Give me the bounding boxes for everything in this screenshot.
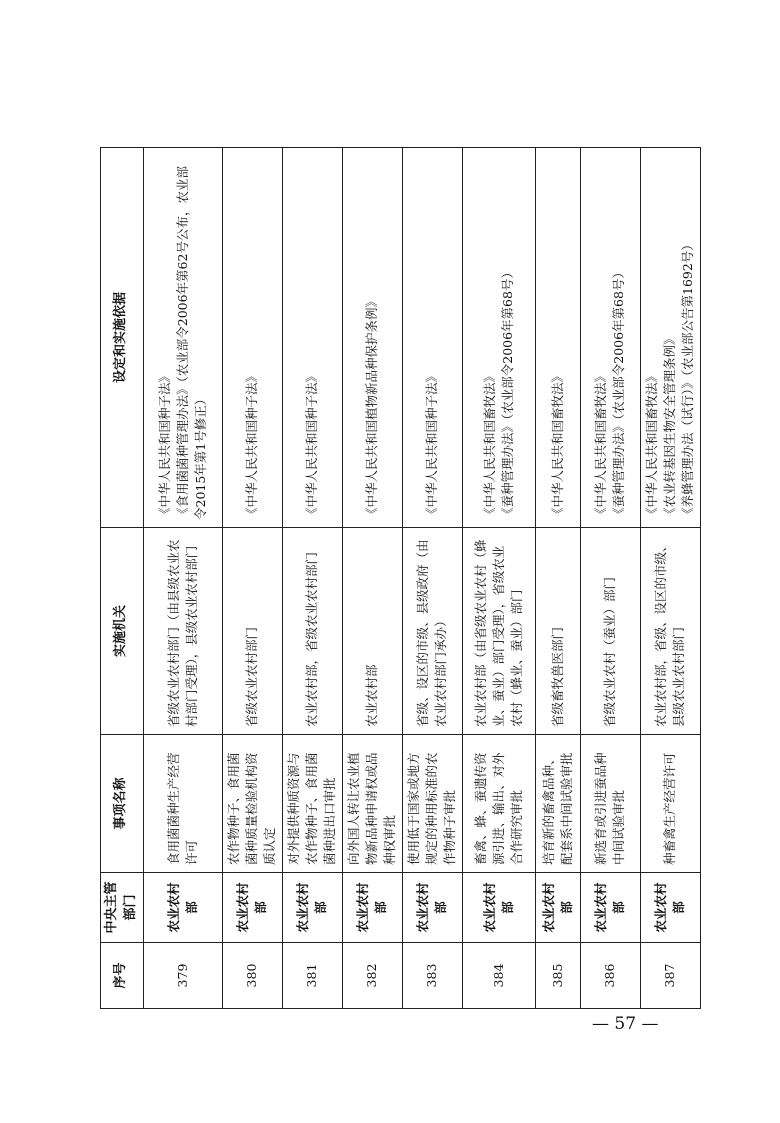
basis-cell	[462, 148, 535, 528]
basis-line: 《中华人民共和国畜牧法》	[644, 369, 659, 520]
basis-line: 《蚕种管理办法》（农业部令2006年第68号）	[499, 266, 515, 520]
agency-cell: 农业农村部（由省级农业农村（蜂业、蚕业）部门受理），省级农业农村（蜂业、蚕业）部门	[462, 528, 535, 735]
agency-cell: 农业农村部，省级农业农村部门	[282, 528, 342, 735]
row-number-cell: 385	[535, 943, 580, 1009]
department-cell: 农业农村部	[143, 873, 222, 943]
basis-cell	[640, 148, 700, 528]
department-cell: 农业农村部	[222, 873, 282, 943]
item-name-cell: 食用菌菌种生产经营许可	[143, 735, 222, 873]
row-number-cell: 386	[580, 943, 640, 1009]
department-cell: 农业农村部	[462, 873, 535, 943]
rotated-table-container	[100, 148, 696, 1009]
basis-cell	[222, 148, 282, 528]
department-cell: 农业农村部	[580, 873, 640, 943]
table-header-row	[101, 148, 144, 1009]
item-name-cell: 向外国人转让农业植物新品种申请权或品种权审批	[342, 735, 402, 873]
department-cell: 农业农村部	[282, 873, 342, 943]
department-cell: 农业农村部	[535, 873, 580, 943]
header-item: 事项名称	[101, 735, 144, 873]
header-no: 序号	[101, 943, 144, 1009]
row-number-cell: 387	[640, 943, 700, 1009]
table-body	[143, 148, 700, 1009]
agency-cell: 省级农业农村部门	[222, 528, 282, 735]
table-row	[535, 148, 580, 1009]
basis-line: 《中华人民共和国畜牧法》	[593, 369, 609, 520]
agency-cell: 省级农业农村（蚕业）部门	[580, 528, 640, 735]
department-cell: 农业农村部	[402, 873, 462, 943]
table-row	[402, 148, 462, 1009]
item-name-cell: 培育新的畜禽品种、配套系中间试验审批	[535, 735, 580, 873]
basis-line: 《中华人民共和国种子法》	[244, 369, 260, 520]
item-name-cell: 种畜禽生产经营许可	[640, 735, 700, 873]
item-name-cell: 新选育或引进蚕品种中间试验审批	[580, 735, 640, 873]
basis-line: 《中华人民共和国种子法》	[156, 369, 172, 520]
item-name-cell: 使用低于国家或地方规定的种用标准的农作物种子审批	[402, 735, 462, 873]
basis-line: 《中华人民共和国种子法》	[424, 369, 440, 520]
row-number-cell: 384	[462, 943, 535, 1009]
table-row	[580, 148, 640, 1009]
agency-cell: 省级农业农村部门（由县级农业农村部门受理），县级农业农村部门	[143, 528, 222, 735]
table-row	[342, 148, 402, 1009]
table-row	[640, 148, 700, 1009]
row-number-cell: 383	[402, 943, 462, 1009]
basis-cell	[402, 148, 462, 528]
basis-line: 《农业转基因生物安全管理条例》	[662, 332, 678, 520]
table-row	[222, 148, 282, 1009]
basis-cell	[282, 148, 342, 528]
basis-cell	[143, 148, 222, 528]
approval-items-table	[100, 147, 701, 1009]
department-cell: 农业农村部	[342, 873, 402, 943]
basis-line: 《中华人民共和国畜牧法》	[549, 369, 565, 520]
table-row	[143, 148, 222, 1009]
basis-cell	[342, 148, 402, 528]
header-agency: 实施机关	[101, 528, 144, 735]
basis-line: 《蚕种管理办法》（农业部令2006年第68号）	[611, 266, 627, 520]
agency-cell: 省级、设区的市级、县级政府（由农业农村部门承办）	[402, 528, 462, 735]
item-name-cell: 农作物种子、食用菌菌种质量检验机构资质认定	[222, 735, 282, 873]
agency-cell: 省级畜牧兽医部门	[535, 528, 580, 735]
row-number-cell: 380	[222, 943, 282, 1009]
row-number-cell: 382	[342, 943, 402, 1009]
department-cell: 农业农村部	[640, 873, 700, 943]
basis-cell	[580, 148, 640, 528]
basis-line: 《中华人民共和国种子法》	[304, 369, 320, 520]
basis-line: 《中华人民共和国植物新品种保护条例》	[364, 294, 380, 520]
table-row	[282, 148, 342, 1009]
basis-line: 《食用菌菌种管理办法》（农业部令2006年第62号公布，农业部令2015年第1号修正）	[174, 166, 208, 520]
basis-line: 《养蜂管理办法（试行）》（农业部公告第1692号）	[680, 238, 696, 520]
basis-cell	[535, 148, 580, 528]
agency-cell: 农业农村部	[342, 528, 402, 735]
row-number-cell: 381	[282, 943, 342, 1009]
agency-cell: 农业农村部，省级、设区的市级、县级农业农村部门	[640, 528, 700, 735]
header-dept: 中央主管部门	[101, 873, 144, 943]
row-number-cell: 379	[143, 943, 222, 1009]
item-name-cell: 对外提供种质资源与农作物种子、食用菌菌种进出口审批	[282, 735, 342, 873]
table-row	[462, 148, 535, 1009]
page-number: — 57 —	[592, 1014, 659, 1034]
item-name-cell: 畜禽、蜂、蚕遗传资源引进、输出、对外合作研究审批	[462, 735, 535, 873]
basis-line: 《中华人民共和国畜牧法》	[481, 369, 497, 520]
header-basis: 设定和实施依据	[101, 148, 144, 528]
